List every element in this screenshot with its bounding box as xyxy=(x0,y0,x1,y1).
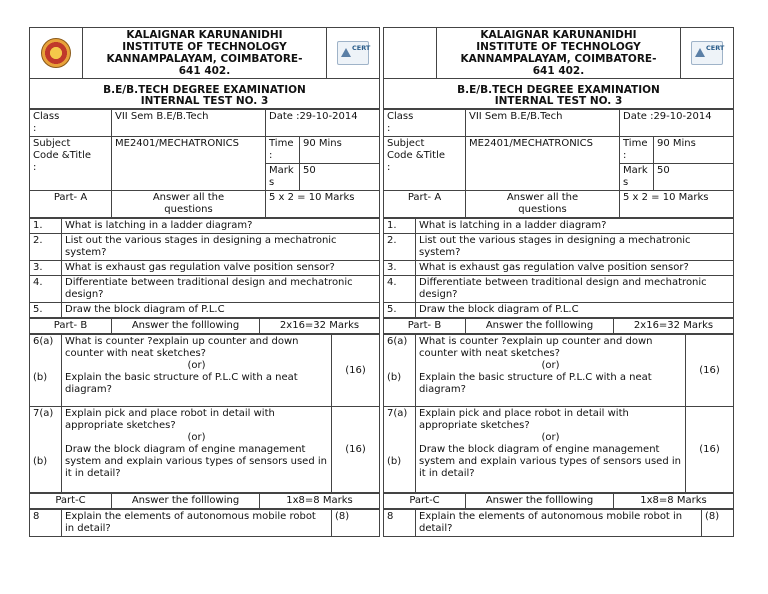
part-c-instruction: Answer the folllowing xyxy=(112,494,260,509)
time-label: Time : xyxy=(266,137,300,164)
marks-value: 50 xyxy=(300,164,380,191)
question-row: 5. Draw the block diagram of P.L.C xyxy=(30,303,380,318)
cert-logo-icon: CERT xyxy=(691,41,723,65)
question-6: 6(a) (b) What is counter ?explain up counter and down counter with neat sketches? (or) Explain the basic structure of P.L.C with a neat diagram? (16) xyxy=(30,335,380,407)
part-b-marks: 2x16=32 Marks xyxy=(260,319,380,334)
part-c-header xyxy=(29,493,380,509)
part-a-instruction: Answer all the questions xyxy=(466,191,620,218)
question-paper-left xyxy=(29,27,380,537)
subject-value: ME2401/MECHATRONICS xyxy=(466,137,620,191)
part-b-instruction: Answer the folllowing xyxy=(112,319,260,334)
header-table xyxy=(383,27,734,109)
marks-label: Mark s xyxy=(620,164,654,191)
question-row: 1. What is latching in a ladder diagram? xyxy=(384,219,734,234)
cert-logo-cell xyxy=(327,28,380,79)
question-row: 1. What is latching in a ladder diagram? xyxy=(30,219,380,234)
part-c-marks: 1x8=8 Marks xyxy=(614,494,734,509)
question-row: 5. Draw the block diagram of P.L.C xyxy=(384,303,734,318)
part-b-label: Part- B xyxy=(384,319,466,334)
part-a-instruction: Answer all the questions xyxy=(112,191,266,218)
time-label: Time : xyxy=(620,137,654,164)
college-logo-icon xyxy=(41,38,71,68)
part-c-marks: 1x8=8 Marks xyxy=(260,494,380,509)
empty-logo-cell xyxy=(384,28,437,79)
question-row: 3. What is exhaust gas regulation valve position sensor? xyxy=(30,261,380,276)
part-c-label: Part-C xyxy=(30,494,112,509)
subject-label: Subject Code &Title : xyxy=(30,137,112,191)
college-logo-cell xyxy=(30,28,83,79)
part-a-marks: 5 x 2 = 10 Marks xyxy=(266,191,380,218)
cert-logo-cell xyxy=(681,28,734,79)
subject-label: Subject Code &Title : xyxy=(384,137,466,191)
exam-title: B.E/B.TECH DEGREE EXAMINATION INTERNAL TEST NO. 3 xyxy=(30,79,380,109)
date-value: Date :29-10-2014 xyxy=(266,110,380,137)
part-b-header xyxy=(29,318,380,334)
part-a-label: Part- A xyxy=(30,191,112,218)
question-6: 6(a) (b) What is counter ?explain up counter and down counter with neat sketches? (or) Explain the basic structure of P.L.C with a neat diagram? (16) xyxy=(384,335,734,407)
class-value: VII Sem B.E/B.Tech xyxy=(466,110,620,137)
class-label: Class : xyxy=(384,110,466,137)
marks-label: Mark s xyxy=(266,164,300,191)
part-c-questions xyxy=(383,509,734,537)
institute-name: KALAIGNAR KARUNANIDHI INSTITUTE OF TECHNOLOGY KANNAMPALAYAM, COIMBATORE- 641 402. xyxy=(437,28,681,79)
question-8: 8 Explain the elements of autonomous mobile robot in detail? (8) xyxy=(30,510,380,537)
info-table xyxy=(383,109,734,218)
part-c-header xyxy=(383,493,734,509)
institute-name: KALAIGNAR KARUNANIDHI INSTITUTE OF TECHNOLOGY KANNAMPALAYAM, COIMBATORE- 641 402. xyxy=(83,28,327,79)
question-8: 8 Explain the elements of autonomous mobile robot in detail? (8) xyxy=(384,510,734,537)
part-b-questions xyxy=(383,334,734,493)
question-paper-right xyxy=(383,27,734,537)
question-7: 7(a) (b) Explain pick and place robot in detail with appropriate sketches? (or) Draw the block diagram of engine management system and explain various types of sensors used in it in detail? (16) xyxy=(30,407,380,493)
part-a-label: Part- A xyxy=(384,191,466,218)
part-b-questions xyxy=(29,334,380,493)
part-a-questions xyxy=(29,218,380,318)
question-row: 4. Differentiate between traditional design and mechatronic design? xyxy=(384,276,734,303)
question-row: 2. List out the various stages in designing a mechatronic system? xyxy=(384,234,734,261)
class-label: Class : xyxy=(30,110,112,137)
part-a-questions xyxy=(383,218,734,318)
part-c-instruction: Answer the folllowing xyxy=(466,494,614,509)
date-value: Date :29-10-2014 xyxy=(620,110,734,137)
class-value: VII Sem B.E/B.Tech xyxy=(112,110,266,137)
cert-logo-icon: CERT xyxy=(337,41,369,65)
info-table xyxy=(29,109,380,218)
subject-value: ME2401/MECHATRONICS xyxy=(112,137,266,191)
header-table xyxy=(29,27,380,109)
question-row: 3. What is exhaust gas regulation valve position sensor? xyxy=(384,261,734,276)
part-a-marks: 5 x 2 = 10 Marks xyxy=(620,191,734,218)
marks-value: 50 xyxy=(654,164,734,191)
question-row: 4. Differentiate between traditional design and mechatronic design? xyxy=(30,276,380,303)
time-value: 90 Mins xyxy=(654,137,734,164)
exam-title: B.E/B.TECH DEGREE EXAMINATION INTERNAL TEST NO. 3 xyxy=(384,79,734,109)
question-row: 2. List out the various stages in designing a mechatronic system? xyxy=(30,234,380,261)
part-c-questions xyxy=(29,509,380,537)
part-b-header xyxy=(383,318,734,334)
time-value: 90 Mins xyxy=(300,137,380,164)
part-b-label: Part- B xyxy=(30,319,112,334)
part-b-instruction: Answer the folllowing xyxy=(466,319,614,334)
part-b-marks: 2x16=32 Marks xyxy=(614,319,734,334)
part-c-label: Part-C xyxy=(384,494,466,509)
question-7: 7(a) (b) Explain pick and place robot in detail with appropriate sketches? (or) Draw the block diagram of engine management system and explain various types of sensors used in it in detail? (16) xyxy=(384,407,734,493)
